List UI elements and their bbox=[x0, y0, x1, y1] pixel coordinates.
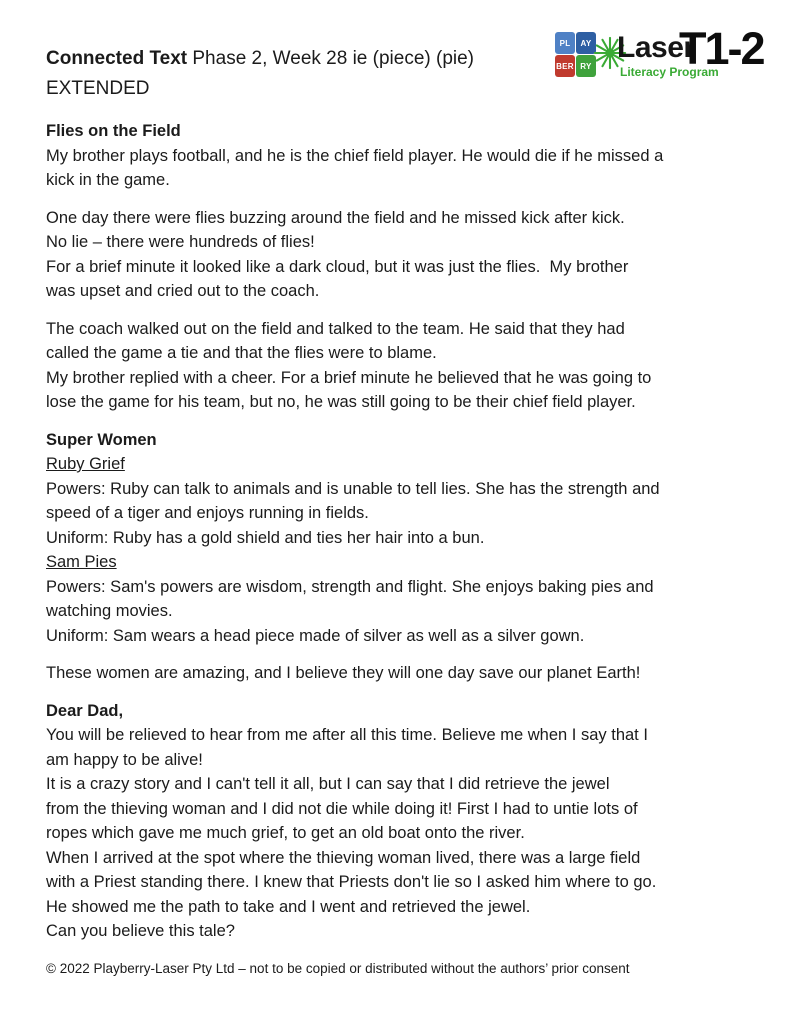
title-extended: EXTENDED bbox=[46, 78, 150, 99]
logo-program-text: Literacy Program bbox=[620, 65, 719, 79]
puzzle-piece: AY bbox=[576, 32, 596, 54]
text-line: was upset and cried out to the coach. bbox=[46, 282, 320, 300]
puzzle-piece: BER bbox=[555, 55, 575, 77]
text-line: Uniform: Sam wears a head piece made of silver as well as a silver gown. bbox=[46, 626, 585, 645]
text-line: am happy to be alive! bbox=[46, 750, 203, 769]
text-line: Powers: Ruby can talk to animals and is unable to tell lies. She has the strength and bbox=[46, 479, 660, 498]
logo-brand-text: Laser bbox=[617, 31, 695, 64]
page-title bbox=[46, 44, 474, 74]
section-heading bbox=[46, 699, 761, 724]
text-line: My brother plays football, and he is the chief field player. He would die if he missed a bbox=[46, 146, 664, 165]
text-line: watching movies. bbox=[46, 602, 173, 620]
playberry-laser-logo bbox=[555, 23, 767, 84]
playberry-puzzle-icon bbox=[555, 32, 596, 78]
puzzle-piece: PL bbox=[555, 32, 575, 54]
paragraph bbox=[46, 477, 761, 551]
text-line: No lie – there were hundreds of flies! bbox=[46, 233, 315, 251]
text-line: kick in the game. bbox=[46, 171, 170, 189]
text-line: ropes which gave me much grief, to get an old boat onto the river. bbox=[46, 824, 525, 842]
text-line: Super Women bbox=[46, 430, 157, 449]
text-line: When I arrived at the spot where the thieving woman lived, there was a large field bbox=[46, 848, 641, 867]
paragraph bbox=[46, 317, 761, 415]
text-line: with a Priest standing there. I knew that Priests don't lie so I asked him where to go. bbox=[46, 873, 657, 891]
text-line: Powers: Sam's powers are wisdom, strength and flight. She enjoys baking pies and bbox=[46, 577, 654, 596]
text-line: My brother replied with a cheer. For a brief minute he believed that he was going to bbox=[46, 368, 652, 387]
text-line: lose the game for his team, but no, he was still going to be their chief field player. bbox=[46, 393, 636, 411]
document-blocks bbox=[46, 119, 761, 944]
paragraph bbox=[46, 661, 761, 686]
underlined-subheading bbox=[46, 452, 761, 477]
title-rest-text: Phase 2, Week 28 ie (piece) (pie) bbox=[187, 48, 475, 69]
text-line: One day there were flies buzzing around the field and he missed kick after kick. bbox=[46, 208, 625, 227]
text-line: You will be relieved to hear from me after all this time. Believe me when I say that I bbox=[46, 726, 648, 744]
text-line: For a brief minute it looked like a dark cloud, but it was just the flies. My brother bbox=[46, 257, 629, 276]
title-bold-text: Connected Text bbox=[46, 48, 188, 69]
title-block bbox=[46, 44, 474, 104]
paragraph bbox=[46, 206, 761, 304]
copyright-footer: © 2022 Playberry-Laser Pty Ltd – not to be copied or distributed without the authors’ prior consent bbox=[46, 961, 630, 976]
text-line: These women are amazing, and I believe they will one day save our planet Earth! bbox=[46, 664, 641, 682]
text-line: called the game a tie and that the flies were to blame. bbox=[46, 344, 437, 362]
text-line: It is a crazy story and I can't tell it all, but I can say that I did retrieve the jewel bbox=[46, 775, 610, 793]
text-line: Sam Pies bbox=[46, 553, 117, 571]
paragraph bbox=[46, 144, 761, 193]
paragraph bbox=[46, 575, 761, 649]
section-heading bbox=[46, 428, 761, 453]
puzzle-piece: RY bbox=[576, 55, 596, 77]
text-line: Dear Dad, bbox=[46, 701, 124, 720]
underlined-subheading bbox=[46, 550, 761, 575]
text-line: Flies on the Field bbox=[46, 122, 181, 140]
text-line: Uniform: Ruby has a gold shield and ties her hair into a bun. bbox=[46, 528, 485, 547]
paragraph bbox=[46, 723, 761, 944]
text-line: The coach walked out on the field and talked to the team. He said that they had bbox=[46, 319, 625, 338]
text-line: from the thieving woman and I did not die while doing it! First I had to untie lots of bbox=[46, 799, 638, 818]
section-heading bbox=[46, 119, 761, 144]
text-line: Can you believe this tale? bbox=[46, 922, 235, 940]
text-line: speed of a tiger and enjoys running in fields. bbox=[46, 504, 369, 522]
text-line: Ruby Grief bbox=[46, 455, 125, 473]
logo-code-text: T1-2 bbox=[679, 23, 764, 74]
text-line: He showed me the path to take and I went and retrieved the jewel. bbox=[46, 897, 531, 916]
